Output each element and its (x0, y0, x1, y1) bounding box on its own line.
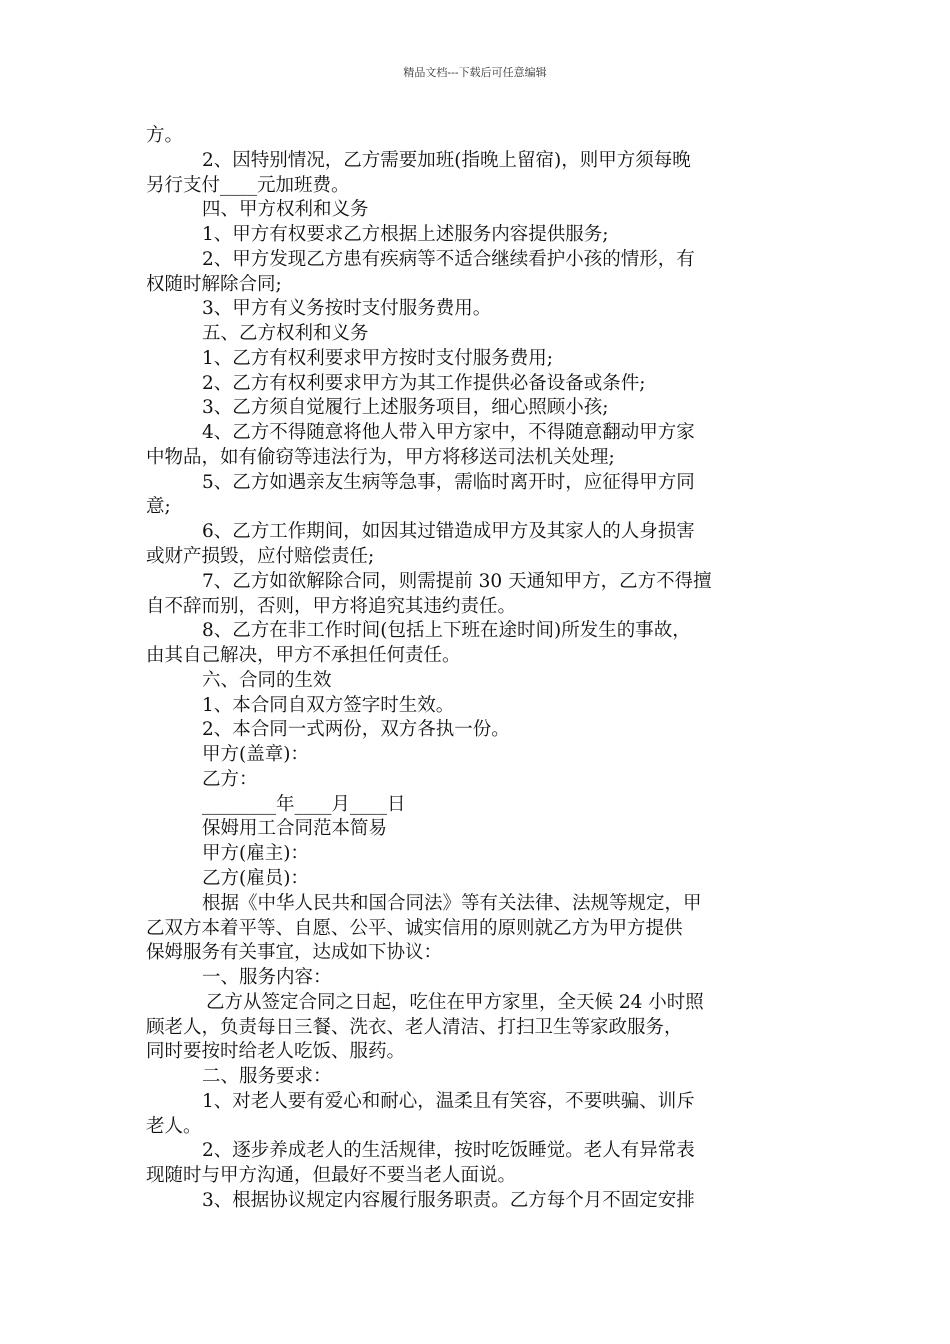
text-line: 甲方(盖章)： (202, 744, 309, 766)
text-line: 4、乙方不得随意将他人带入甲方家中，不得随意翻动甲方家 (202, 422, 695, 444)
text-line: 3、根据协议规定内容履行服务职责。乙方每个月不固定安排 (202, 1189, 695, 1211)
text-line: 二、服务要求： (202, 1066, 332, 1088)
text-line: 6、乙方工作期间，如因其过错造成甲方及其家人的人身损害 (202, 521, 695, 543)
text-line: 四、甲方权利和义务 (202, 199, 369, 221)
text-line: 意; (146, 496, 171, 518)
text-line: 另行支付____元加班费。 (146, 174, 350, 196)
text-line: 方。 (146, 125, 184, 146)
document-body (146, 124, 806, 1214)
text-line: 乙方(雇员)： (202, 867, 309, 889)
text-line: 保姆服务有关事宜，达成如下协议： (146, 942, 443, 964)
text-line: 7、乙方如欲解除合同，则需提前 30 天通知甲方，乙方不得擅 (202, 570, 712, 592)
text-line: 3、乙方须自觉履行上述服务项目，细心照顾小孩; (202, 397, 609, 419)
text-line: 六、合同的生效 (202, 669, 332, 691)
text-line: 2、逐步养成老人的生活规律，按时吃饭睡觉。老人有异常表 (202, 1140, 695, 1162)
text-line: 权随时解除合同; (146, 273, 282, 295)
text-line: ________年____月____日 (202, 793, 406, 815)
text-line: 五、乙方权利和义务 (202, 323, 369, 345)
text-line: 保姆用工合同范本简易 (202, 818, 388, 840)
text-line: 2、本合同一式两份，双方各执一份。 (202, 719, 510, 741)
text-line: 3、甲方有义务按时支付服务费用。 (202, 298, 492, 320)
text-line: 自不辞而别，否则，甲方将追究其违约责任。 (146, 595, 517, 617)
text-line: 甲方(雇主)： (202, 843, 309, 865)
text-line: 乙方： (202, 768, 258, 790)
text-line: 8、乙方在非工作时间(包括上下班在途时间)所发生的事故， (202, 620, 691, 642)
text-line: 顾老人，负责每日三餐、洗衣、老人清洁、打扫卫生等家政服务， (146, 1016, 683, 1038)
text-line: 5、乙方如遇亲友生病等急事，需临时离开时，应征得甲方同 (202, 471, 695, 493)
text-line: 中物品，如有偷窃等违法行为，甲方将移送司法机关处理; (146, 446, 615, 468)
text-line: 同时要按时给老人吃饭、服药。 (146, 1041, 406, 1063)
text-line: 老人。 (146, 1115, 202, 1137)
text-line: 现随时与甲方沟通，但最好不要当老人面说。 (146, 1165, 517, 1187)
text-line: 1、甲方有权要求乙方根据上述服务内容提供服务; (202, 224, 609, 246)
text-line: 乙方从签定合同之日起，吃住在甲方家里，全天候 24 小时照 (206, 991, 704, 1013)
text-line: 1、乙方有权利要求甲方按时支付服务费用; (202, 347, 554, 369)
text-line: 或财产损毁，应付赔偿责任; (146, 546, 375, 568)
text-line: 根据《中华人民共和国合同法》等有关法律、法规等规定，甲 (202, 892, 702, 914)
text-line: 由其自己解决，甲方不承担任何责任。 (146, 645, 461, 667)
text-line: 1、对老人要有爱心和耐心，温柔且有笑容，不要哄骗、训斥 (202, 1090, 695, 1112)
text-line: 2、因特别情况，乙方需要加班(指晚上留宿)，则甲方须每晚 (202, 149, 691, 171)
page-header: 精品文档---下载后可任意编辑 (403, 66, 547, 79)
text-line: 乙双方本着平等、自愿、公平、诚实信用的原则就乙方为甲方提供 (146, 917, 683, 939)
text-line: 1、本合同自双方签字时生效。 (202, 694, 455, 716)
text-line: 2、甲方发现乙方患有疾病等不适合继续看护小孩的情形，有 (202, 248, 695, 270)
text-line: 2、乙方有权利要求甲方为其工作提供必备设备或条件; (202, 372, 646, 394)
text-line: 一、服务内容： (202, 967, 332, 989)
